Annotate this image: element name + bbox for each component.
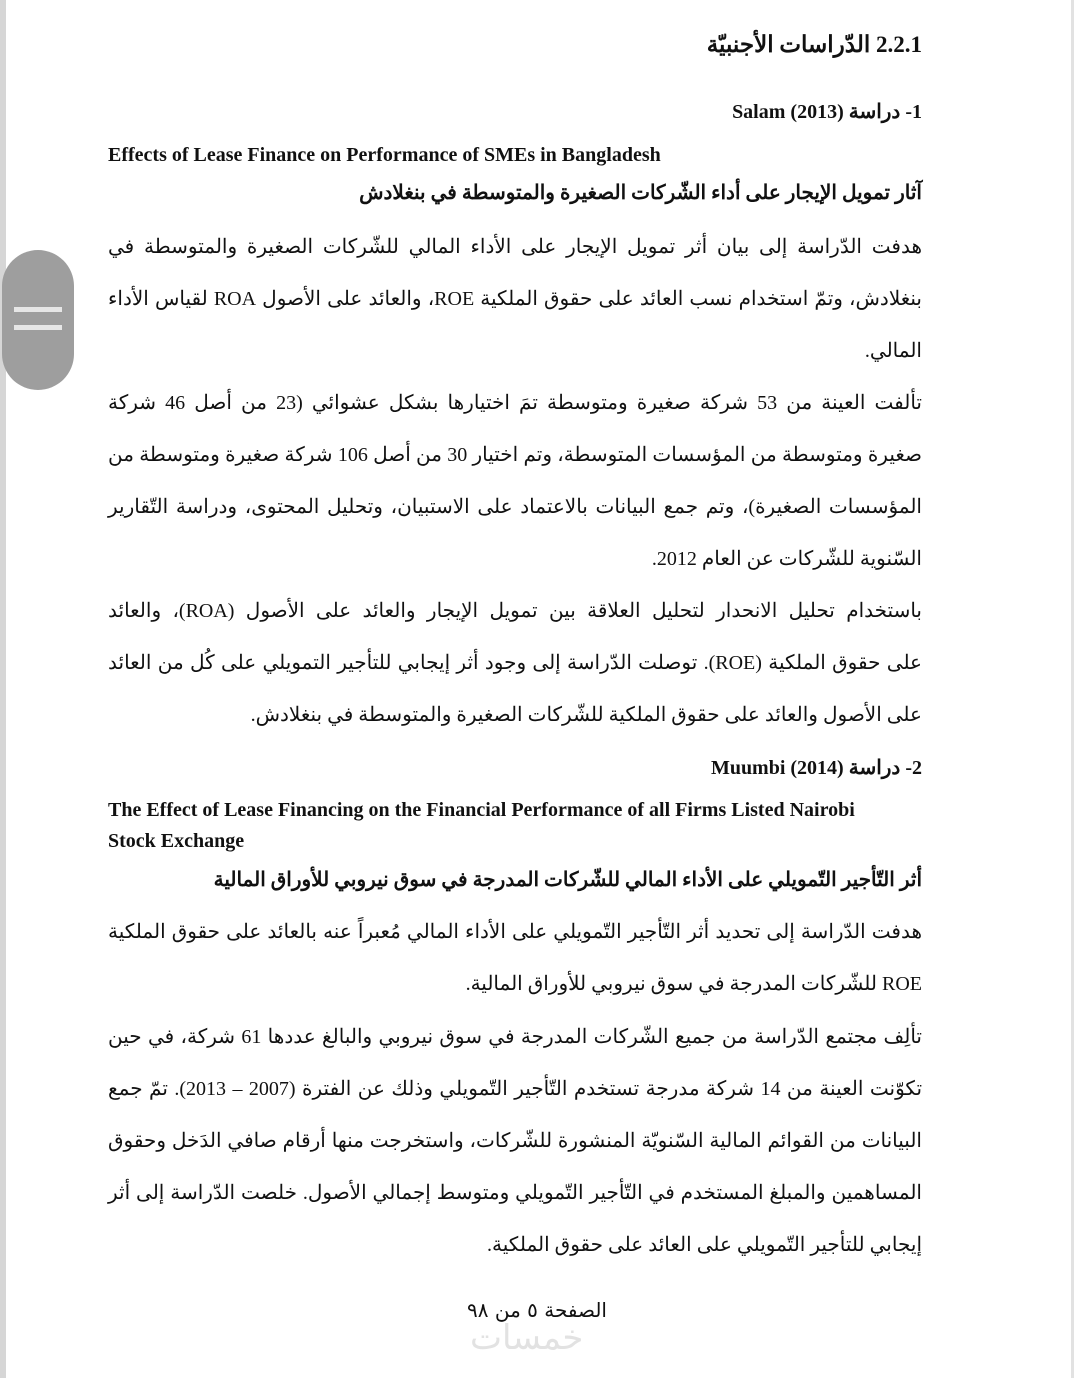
paragraph-line: المالي. [864, 340, 922, 362]
study-heading: 1- دراسة Salam (2013) [732, 101, 922, 123]
english-title: Effects of Lease Finance on Performance of SMEs in Bangladesh [108, 144, 661, 166]
watermark-logo: خمسات [470, 1318, 584, 1358]
paragraph-line: على الأصول والعائد على حقوق الملكية للشّركات الصغيرة والمتوسطة في بنغلادش. [250, 704, 922, 726]
paragraph-line: المساهمين والمبلغ المستخدم في التّأجير التّمويلي ومتوسط إجمالي الأصول. خلصت الدّراسة إلى أثر [108, 1182, 922, 1204]
paragraph-line: هدفت الدّراسة إلى تحديد أثر التّأجير التّمويلي على الأداء المالي مُعبراً عنه بالعائد على حقوق الملكية [108, 921, 922, 943]
handle-grip-icon [14, 325, 62, 330]
drag-handle[interactable] [2, 250, 74, 390]
arabic-title: أثر التّأجير التّمويلي على الأداء المالي للشّركات المدرجة في سوق نيروبي للأوراق المالية [213, 869, 922, 891]
paragraph-line: البيانات من القوائم المالية السّنويّة المنشورة للشّركات، واستخرجت منها أرقام صافي الدَخل وحقوق [108, 1130, 922, 1152]
arabic-title: آثار تمويل الإيجار على أداء الشّركات الصغيرة والمتوسطة في بنغلادش [359, 182, 922, 204]
english-title: Stock Exchange [108, 830, 245, 852]
page-number: الصفحة ٥ من ٩٨ [467, 1298, 607, 1322]
paragraph-line: المؤسسات الصغيرة)، وتم جمع البيانات بالاعتماد على الاستبيان، وتحليل المحتوى، ودراسة التّقارير [108, 496, 922, 518]
handle-grip-icon [14, 307, 62, 312]
paragraph-line: تألفت العينة من 53 شركة صغيرة ومتوسطة تمَ اختيارها بشكل عشوائي (23 من أصل 46 شركة [108, 392, 922, 414]
paragraph-line: إيجابي للتأجير التّمويلي على العائد على حقوق الملكية. [487, 1234, 922, 1256]
study-heading: 2- دراسة Muumbi (2014) [710, 757, 922, 779]
paragraph-line: تكوّنت العينة من 14 شركة مدرجة تستخدم التّأجير التّمويلي وذلك عن الفترة (2007 – 2013). تمّ جمع [108, 1078, 923, 1100]
paragraph-line: هدفت الدّراسة إلى بيان أثر تمويل الإيجار على الأداء المالي للشّركات الصغيرة والمتوسطة في [108, 236, 922, 258]
paragraph-line: صغيرة ومتوسطة من المؤسسات المتوسطة، وتم اختيار 30 من أصل 106 شركة صغيرة ومتوسطة من [108, 444, 922, 466]
paragraph-line: ROE للشّركات المدرجة في سوق نيروبي للأوراق المالية. [465, 973, 922, 995]
english-title: The Effect of Lease Financing on the Financial Performance of all Firms Listed Nairobi [108, 799, 855, 821]
viewer-left-edge [0, 0, 6, 1378]
paragraph-line: باستخدام تحليل الانحدار لتحليل العلاقة بين تمويل الإيجار والعائد على الأصول (ROA)، والعائد [108, 600, 922, 622]
paragraph-line: على حقوق الملكية (ROE). توصلت الدّراسة إلى وجود أثر إيجابي للتأجير التمويلي على كُل من العائد [108, 652, 922, 674]
paragraph-line: السّنوية للشّركات عن العام 2012. [651, 548, 922, 570]
section-heading: 2.2.1 الدّراسات الأجنبيّة [706, 32, 922, 57]
paragraph-line: تألِف مجتمع الدّراسة من جميع الشّركات المدرجة في سوق نيروبي والبالغ عددها 61 شركة، في حين [108, 1026, 922, 1048]
paragraph-line: بنغلادش، وتمّ استخدام نسب العائد على حقوق الملكية ROE، والعائد على الأصول ROA لقياس الأداء [108, 288, 922, 310]
